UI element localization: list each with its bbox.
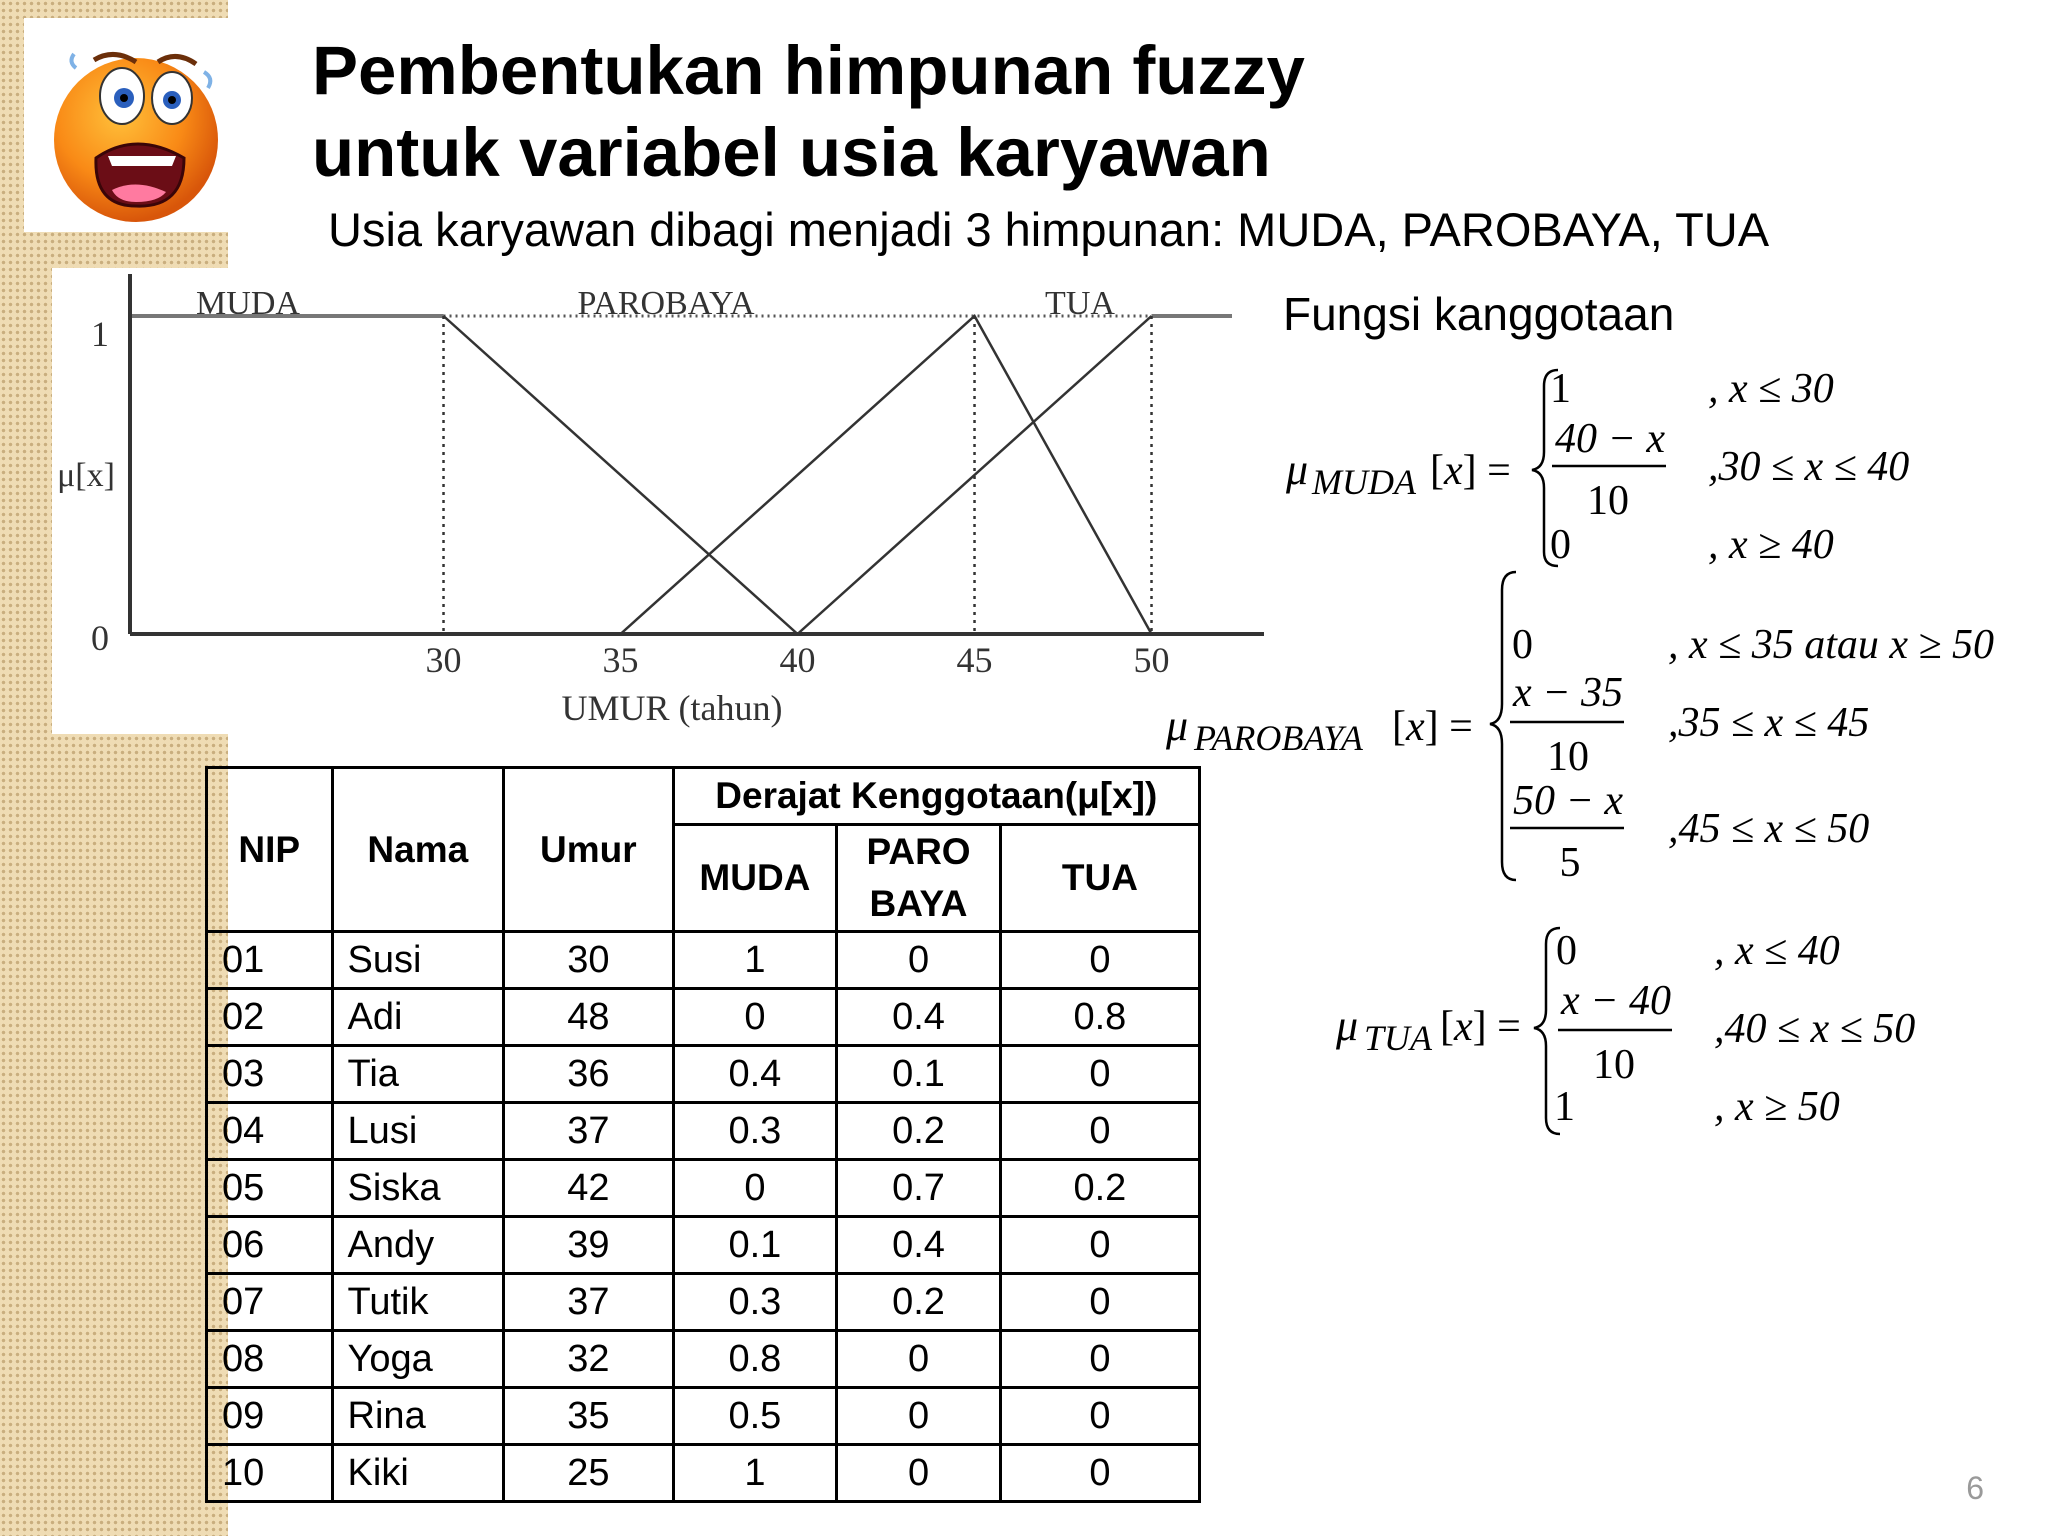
cell-nama: Lusi	[332, 1103, 504, 1160]
cell-nip: 06	[207, 1217, 333, 1274]
header-nip: NIP	[207, 768, 333, 932]
header-umur: Umur	[504, 768, 673, 932]
cell-umur: 48	[504, 989, 673, 1046]
cell-muda: 0.3	[673, 1103, 837, 1160]
y-axis-label: μ[x]	[57, 457, 115, 494]
cell-nip: 09	[207, 1388, 333, 1445]
cell-tua: 0	[1000, 1445, 1199, 1502]
cell-umur: 36	[504, 1046, 673, 1103]
cell-umur: 32	[504, 1331, 673, 1388]
cell-umur: 35	[504, 1388, 673, 1445]
cell-muda: 0.8	[673, 1331, 837, 1388]
cell-parobaya: 0	[837, 932, 1001, 989]
cell-parobaya: 0	[837, 1445, 1001, 1502]
cell-tua: 0	[1000, 1274, 1199, 1331]
x-axis-label: UMUR (tahun)	[561, 688, 783, 728]
parobaya-case1-value: 0	[1512, 622, 1533, 668]
cell-nama: Kiki	[332, 1445, 504, 1502]
cell-tua: 0.2	[1000, 1160, 1199, 1217]
cell-tua: 0	[1000, 1046, 1199, 1103]
tua-case1-condition: , x ≤ 40	[1714, 928, 1840, 974]
cell-muda: 1	[673, 1445, 837, 1502]
cell-umur: 25	[504, 1445, 673, 1502]
cell-tua: 0.8	[1000, 989, 1199, 1046]
title-line-1: Pembentukan himpunan fuzzy	[312, 32, 1305, 109]
y-tick-0: 0	[91, 618, 109, 658]
table-row	[207, 1217, 1200, 1274]
muda-case2-numerator: 40 − x	[1555, 416, 1665, 462]
muda-case3-value: 0	[1550, 522, 1571, 568]
x-tick-45: 45	[956, 640, 993, 680]
cell-tua: 0	[1000, 932, 1199, 989]
cell-umur: 39	[504, 1217, 673, 1274]
cell-nip: 05	[207, 1160, 333, 1217]
set-label-parobaya: PAROBAYA	[577, 285, 755, 322]
cell-nip: 01	[207, 932, 333, 989]
cell-parobaya: 0.2	[837, 1274, 1001, 1331]
cell-umur: 37	[504, 1274, 673, 1331]
cell-parobaya: 0.4	[837, 989, 1001, 1046]
parobaya-case2-denominator: 10	[1547, 734, 1589, 780]
mu-muda-subscript: MUDA	[1312, 462, 1416, 502]
y-tick-1: 1	[91, 314, 109, 354]
header-parobaya-line1: PARO	[866, 831, 971, 872]
mu-tua-subscript: TUA	[1364, 1018, 1433, 1058]
cell-tua: 0	[1000, 1331, 1199, 1388]
set-label-muda: MUDA	[196, 285, 300, 322]
mu-muda-x: [x] =	[1430, 448, 1511, 494]
cell-nama: Rina	[332, 1388, 504, 1445]
tua-case2-condition: ,40 ≤ x ≤ 50	[1714, 1006, 1916, 1052]
slide-subtitle: Usia karyawan dibagi menjadi 3 himpunan: MUDA, PAROBAYA, TUA	[328, 203, 1770, 256]
mu-parobaya-symbol: μ	[1166, 701, 1189, 750]
cell-muda: 0.1	[673, 1217, 837, 1274]
cell-nama: Siska	[332, 1160, 504, 1217]
header-nama: Nama	[332, 768, 504, 932]
table-row	[207, 1274, 1200, 1331]
cell-muda: 0.3	[673, 1274, 837, 1331]
mu-tua-symbol: μ	[1336, 1001, 1359, 1050]
cell-parobaya: 0	[837, 1331, 1001, 1388]
cell-parobaya: 0	[837, 1388, 1001, 1445]
cell-tua: 0	[1000, 1103, 1199, 1160]
cell-umur: 30	[504, 932, 673, 989]
parobaya-case3-condition: ,45 ≤ x ≤ 50	[1668, 806, 1870, 852]
cell-muda: 0.4	[673, 1046, 837, 1103]
membership-chart-svg	[52, 268, 1264, 734]
parobaya-case1-condition: , x ≤ 35 atau x ≥ 50	[1668, 622, 1995, 668]
table-row	[207, 1103, 1200, 1160]
set-label-tua: TUA	[1045, 285, 1115, 322]
cell-muda: 1	[673, 932, 837, 989]
cell-parobaya: 0.7	[837, 1160, 1001, 1217]
cell-muda: 0.5	[673, 1388, 837, 1445]
mu-parobaya-subscript: PAROBAYA	[1194, 718, 1363, 758]
cell-muda: 0	[673, 1160, 837, 1217]
functions-heading: Fungsi kanggotaan	[1283, 288, 1675, 340]
tua-case3-condition: , x ≥ 50	[1714, 1084, 1840, 1130]
cell-nama: Susi	[332, 932, 504, 989]
table-row	[207, 989, 1200, 1046]
tua-case2-denominator: 10	[1593, 1042, 1635, 1088]
cell-nip: 03	[207, 1046, 333, 1103]
muda-case3-condition: , x ≥ 40	[1708, 522, 1834, 568]
x-tick-50: 50	[1133, 640, 1170, 680]
parobaya-case3-numerator: 50 − x	[1513, 778, 1623, 824]
mu-parobaya-x: [x] =	[1392, 704, 1473, 750]
muda-case2-denominator: 10	[1587, 478, 1629, 524]
page-number: 6	[1966, 1470, 1984, 1506]
cell-parobaya: 0.1	[837, 1046, 1001, 1103]
cell-nip: 08	[207, 1331, 333, 1388]
header-muda: MUDA	[673, 825, 837, 932]
cell-nip: 10	[207, 1445, 333, 1502]
cell-muda: 0	[673, 989, 837, 1046]
parobaya-case2-numerator: x − 35	[1513, 670, 1623, 716]
header-parobaya-line2: BAYA	[869, 883, 968, 924]
title-line-2: untuk variabel usia karyawan	[312, 114, 1271, 191]
cell-nama: Adi	[332, 989, 504, 1046]
logo-box	[24, 18, 230, 232]
header-parobaya	[837, 825, 1001, 932]
table-row	[207, 1160, 1200, 1217]
cell-nip: 02	[207, 989, 333, 1046]
parobaya-case3-denominator: 5	[1559, 840, 1581, 886]
cell-nama: Andy	[332, 1217, 504, 1274]
membership-graph	[52, 268, 1264, 734]
cell-parobaya: 0.4	[837, 1217, 1001, 1274]
tua-case1-value: 0	[1556, 928, 1577, 974]
x-tick-35: 35	[602, 640, 639, 680]
tua-case2-numerator: x − 40	[1561, 978, 1671, 1024]
mu-muda-symbol: μ	[1286, 445, 1309, 494]
mu-tua-x: [x] =	[1440, 1004, 1521, 1050]
cell-parobaya: 0.2	[837, 1103, 1001, 1160]
cell-umur: 42	[504, 1160, 673, 1217]
parobaya-case2-condition: ,35 ≤ x ≤ 45	[1668, 700, 1870, 746]
series-line-muda	[444, 316, 798, 634]
cell-nip: 07	[207, 1274, 333, 1331]
header-derajat-keanggotaan: Derajat Kenggotaan(μ[x])	[673, 768, 1199, 825]
cell-tua: 0	[1000, 1388, 1199, 1445]
series-line-tua	[798, 316, 1152, 634]
table-row	[207, 932, 1200, 989]
cell-nama: Yoga	[332, 1331, 504, 1388]
slide-title	[312, 30, 1305, 194]
tua-case3-value: 1	[1554, 1084, 1575, 1130]
cell-nama: Tia	[332, 1046, 504, 1103]
table-row	[207, 1331, 1200, 1388]
table-row	[207, 1445, 1200, 1502]
cell-umur: 37	[504, 1103, 673, 1160]
series-line-parobaya	[621, 316, 1152, 634]
cell-nama: Tutik	[332, 1274, 504, 1331]
muda-case1-condition: , x ≤ 30	[1708, 366, 1834, 412]
x-tick-40: 40	[779, 640, 816, 680]
shocked-face-icon	[24, 18, 230, 232]
muda-case2-condition: ,30 ≤ x ≤ 40	[1708, 444, 1910, 490]
cell-tua: 0	[1000, 1217, 1199, 1274]
table-row	[207, 1388, 1200, 1445]
cell-nip: 04	[207, 1103, 333, 1160]
x-tick-30: 30	[425, 640, 462, 680]
membership-table	[205, 766, 1201, 1503]
table-row	[207, 1046, 1200, 1103]
muda-case1-value: 1	[1550, 366, 1571, 412]
header-tua: TUA	[1000, 825, 1199, 932]
